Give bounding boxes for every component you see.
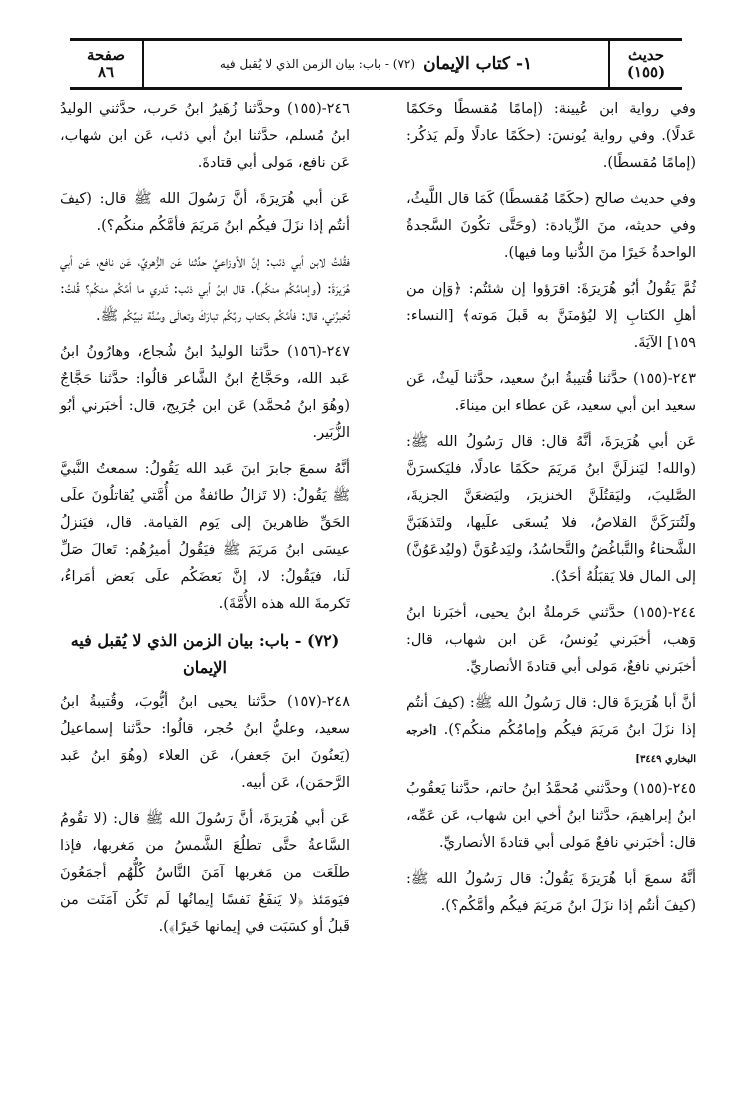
hadith-chain: ٢٤٤-(١٥٥) حدَّثني حَرملةُ ابنُ يحيى، أخبَرنا ابنُ وَهب، أخبَرني يُونسُ، عَن ابن شهاب، قال: أخبَرني نافعٌ، مَولى أبي قتادةَ الأنصاريِّ.	[406, 605, 696, 675]
hadith-text: عَن أبي هُرَيرَةَ، أنَّ رَسُولَ الله ﷺ قال: (لا تقُومُ السَّاعةُ حتَّى تطلُعَ الشَّمسُ من مَغربها، فإذا طلَعَت من مَغربها آمَنَ النَّاسُ كُلُّهُم أجمَعُونَ فيَومَئذ ﴿لا يَنفَعُ نَفسًا إيمانُها لَم تَكُن آمَنَت من قَبلُ أو كسَبَت في إيمانها خَيرًا﴾).	[60, 811, 350, 935]
header-titles	[142, 41, 610, 87]
book-title: ١- كتاب الإيمان	[423, 54, 533, 74]
hadith-text: أنَّهُ سمعَ جابرَ ابنَ عَبد الله يَقُولُ: سمعتُ النَّبيَّ ﷺ يَقُولُ: (لا تَزالُ طائفةٌ من أُمَّتي يُقاتلُونَ علَى الحَقِّ ظاهرينَ إلى يَوم القيامة. قال، فيَنزلُ عيسَى ابنُ مَريَمَ ﷺ فيَقُولُ أميرُهُم: تَعالَ صَلِّ لَنا، فيَقُولُ: لا، إنَّ بَعضَكُم علَى بَعض أمَراءُ، تَكرمةَ الله هذه الأُمَّةَ).	[60, 461, 350, 612]
page-label: صفحة	[86, 46, 126, 64]
hadith-chain: ٢٤٥-(١٥٥) وحدَّثني مُحمَّدُ ابنُ حاتم، حدَّثنا يَعقُوبُ ابنُ إبراهيمَ، حدَّثنا ابنُ أخي ابن شهاب، عَن عَمِّه، قال: أخبَرني نافعٌ مَولى أبي قتادةَ الأنصاريِّ.	[406, 781, 696, 851]
paragraph: ثُمَّ يَقُولُ أبُو هُرَيرَةَ: اقرَؤوا إن شئتُم: ﴿وَإن من أهلِ الكتابِ إلا ليُؤمنَنَّ به قَبلَ مَوته﴾ [النساء: ١٥٩] الآيَةَ.	[406, 281, 696, 351]
paragraph: وفي حديث صالح (حكَمًا مُقسطًا) كَمَا قال اللَّيثُ، وفي حديثه، منَ الزِّيادة: (وحَتَّى تكُونَ السَّجدةُ الواحدةُ خَيرًا منَ الدُّنيا وما فيها).	[406, 191, 696, 261]
hadith-chain: ٢٤٦-(١٥٥) وحدَّثنا زُهَيرُ ابنُ حَرب، حدَّثني الوليدُ ابنُ مُسلم، حدَّثنا ابنُ أبي ذئب، عَن ابن شهاب، عَن نافع، مَولى أبي قتادةَ.	[60, 101, 350, 171]
source-reference: [أخرجه البخاري ٣٤٤٩]	[406, 726, 696, 765]
hadith-number: (١٥٥)	[626, 63, 666, 81]
left-column	[60, 96, 350, 950]
hadith-text-body: أنَّ أبا هُرَيرَةَ قال: قال رَسُولُ الله ﷺ: (كيفَ أنتُم إذا نزَلَ ابنُ مَريَمَ فيكُم وإمامُكُم منكُم؟).	[406, 695, 696, 738]
chapter-title: (٧٢) - باب: بيان الزمن الذي لا يُقبل فيه	[219, 57, 416, 71]
paragraph: فقُلتُ لابن أبي ذئب: إنَّ الأوزاعيَّ حدَّثنا عَن الزُّهريِّ، عَن نافع، عَن أبي هُرَيرَةَ: (وإمامُكُم منكُم). قال ابنُ أبي ذئب: تَدري ما أمَّكُم منكُم؟ قُلتُ: تُخبرُني، قال: فأمَّكُم بكتاب ربِّكُم تبارَكَ وتعالَى وسُنَّة نبيِّكُم ﷺ.	[60, 254, 350, 324]
hadith-number-box	[608, 41, 682, 87]
page-number-box	[70, 41, 144, 87]
page-header	[70, 38, 682, 90]
hadith-label: حديث	[627, 46, 665, 64]
hadith-chain: ٢٤٧-(١٥٦) حدَّثنا الوليدُ ابنُ شُجاع، وهارُونُ ابنُ عَبد الله، وحَجَّاجُ ابنُ الشَّاعر قالُوا: حدَّثنا حَجَّاجٌ (وهُوَ ابنُ مُحمَّد) عَن ابن جُرَيج، قال: أخبَرني أبُو الزُّبَير.	[60, 344, 350, 441]
hadith-text: أنَّهُ سمعَ أبا هُرَيرَةَ يَقُولُ: قال رَسُولُ الله ﷺ: (كيفَ أنتُم إذا نزَلَ ابنُ مَريَمَ فيكُم وأمَّكُم؟).	[406, 871, 696, 914]
page-number: ٨٦	[97, 63, 115, 81]
hadith-text	[406, 690, 696, 773]
paragraph: وفي رواية ابن عُيينة: (إمامًا مُقسطًا وحَكمًا عَدلًا). وفي رواية يُونسَ: (حكَمًا عادلًا ولَم يَذكُر: (إمامًا مُقسطًا).	[406, 101, 696, 171]
hadith-text: عَن أبي هُرَيرَةَ، أنَّهُ قال: قال رَسُولُ الله ﷺ: (والله! ليَنزلَنَّ ابنُ مَريَمَ حكَمًا عادلًا، فليَكسرَنَّ الصَّليبَ، وليَقتُلَنَّ الخنزيرَ، وليَضعَنَّ الجزيةَ، ولَتُترَكَنَّ القلاصُ، فلا يُسعَى علَيها، ولتَذهَبَنَّ الشَّحناءُ والتَّباغُضُ والتَّحاسُدُ، وليَدعُوَنَّ (وليُدعَوُنَّ) إلى المال فلا يَقبَلُهُ أحَدٌ).	[406, 434, 696, 585]
hadith-text: عَن أبي هُرَيرَةَ، أنَّ رَسُولَ الله ﷺ قال: (كيفَ أنتُم إذا نزَلَ فيكُم ابنُ مَريَمَ فأمَّكُم منكُم؟).	[60, 191, 350, 234]
section-title: (٧٢) - باب: بيان الزمن الذي لا يُقبل فيه الإيمان	[70, 631, 340, 677]
hadith-chain: ٢٤٨-(١٥٧) حدَّثنا يحيى ابنُ أيُّوبَ، وقُتيبةُ ابنُ سعيد، وعليُّ ابنُ حُجر، قالُوا: حدَّثنا إسماعيلُ (يَعنُونَ ابنَ جَعفر)، عَن العلاء (وهُوَ ابنُ عَبد الرَّحمَن)، عَن أبيه.	[60, 694, 350, 791]
right-column	[406, 96, 696, 929]
hadith-chain: ٢٤٣-(١٥٥) حدَّثنا قُتيبةُ ابنُ سعيد، حدَّثنا لَيثٌ، عَن سعيد ابن أبي سعيد، عَن عطاء ابن ميناءَ.	[406, 371, 696, 414]
